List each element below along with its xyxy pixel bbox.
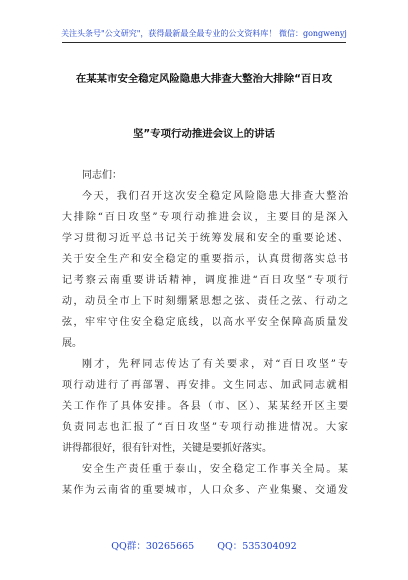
paragraph-1-line: 动，动员全市上下时刻绷紧思想之弦、责任之弦、行动之 (62, 296, 348, 307)
paragraph-2-line: 项行动进行了再部署、再安排。文生同志、加武同志就相 (62, 380, 348, 391)
paragraph-2-line: 负责同志也汇报了“百日攻坚”专项行动推进情况。大家 (62, 422, 348, 433)
header-banner: 关注头条号"公文研究"，获得最新最全最专业的公文资料库！ 微信：gongwenyj (61, 29, 347, 38)
paragraph-1-line: 展。 (62, 338, 82, 349)
paragraph-1-line: 关于安全生产和安全稳定的重要指示，认真贯彻落实总书 (62, 254, 348, 265)
document-title-line-1: 在某某市安全稳定风险隐患大排查大整治大排除“百日攻 (75, 73, 333, 85)
document-body (62, 165, 348, 501)
paragraph-2-line: 刚才，先秤同志传达了有关要求，对“百日攻坚”专 (82, 359, 348, 370)
header-rule (62, 42, 346, 43)
paragraph-1-line: 今天，我们召开这次安全稳定风险隐患大排查大整治 (82, 191, 348, 202)
salutation: 同志们： (82, 170, 122, 181)
paragraph-1-line: 大排除“百日攻坚”专项行动推进会议，主要目的是深入 (62, 212, 348, 223)
paragraph-1-line: 学习贯彻习近平总书记关于统筹发展和安全的重要论述、 (62, 233, 348, 244)
paragraph-3-line: 安全生产责任重于泰山，安全稳定工作事关全局。某 (82, 464, 348, 475)
paragraph-1-line: 弦，牢牢守住安全稳定底线，以高水平安全保障高质量发 (62, 317, 348, 328)
paragraph-2-line: 讲得都很好，很有针对性，关键是要抓好落实。 (62, 443, 272, 454)
paragraph-2-line: 关工作作了具体安排。各县（市、区）、某某经开区主要 (62, 401, 348, 412)
footer-qq-group: QQ群：30265665 (111, 541, 195, 552)
paragraph-1-line: 记考察云南重要讲话精神，调度推进“百日攻坚”专项行 (62, 275, 348, 286)
footer-contact (0, 538, 408, 552)
document-title-line-2: 坚”专项行动推进会议上的讲话 (133, 128, 275, 140)
paragraph-3-line: 某作为云南省的重要城市，人口众多、产业集聚、交通发 (62, 485, 348, 496)
footer-qq: QQ：535304092 (217, 541, 297, 552)
